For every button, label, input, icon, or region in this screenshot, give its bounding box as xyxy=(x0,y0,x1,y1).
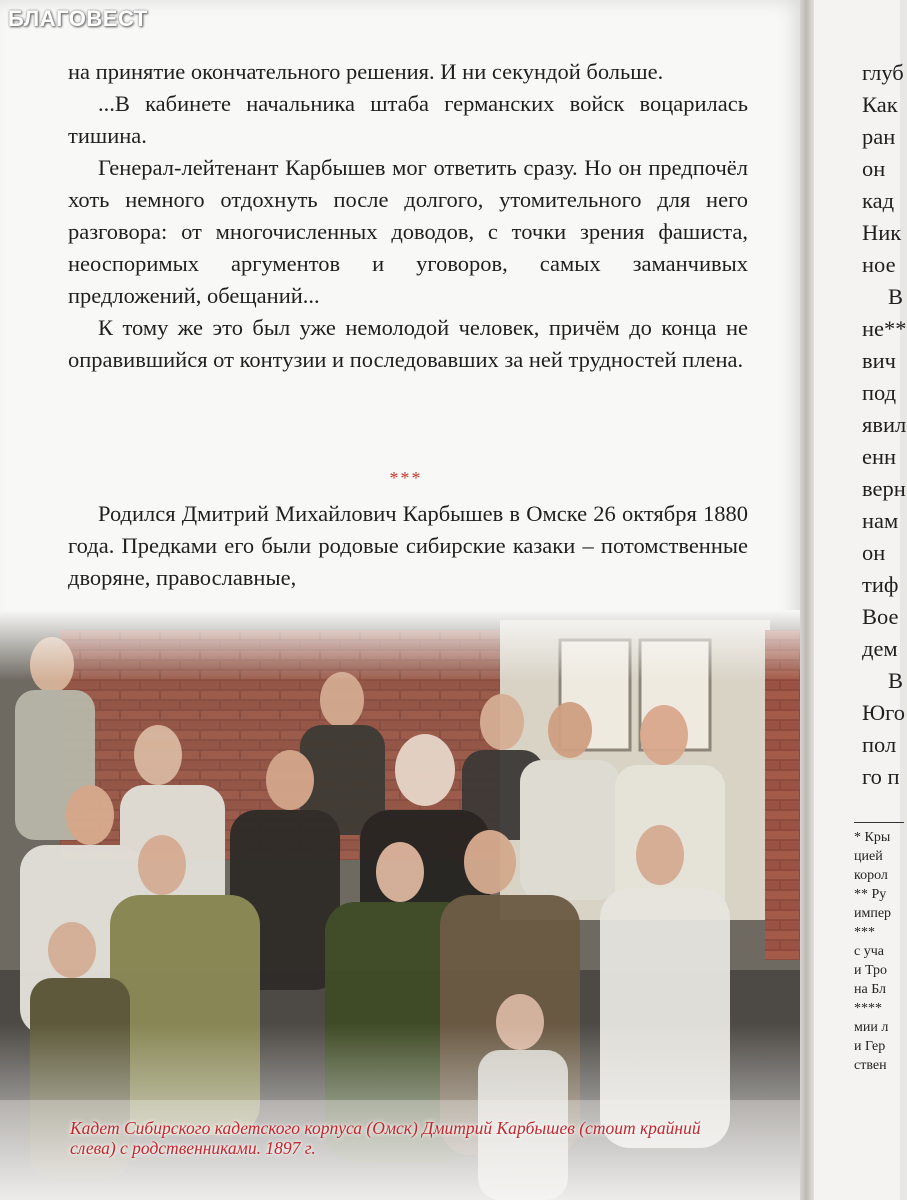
right-page-line: глуб xyxy=(862,60,904,85)
text-block-bottom xyxy=(68,498,748,594)
right-page-line: вич xyxy=(862,348,896,373)
right-page-line: ное xyxy=(862,252,896,277)
right-page-footnote: импер xyxy=(854,906,892,921)
right-page-footnote: мии л xyxy=(854,1020,889,1035)
right-page-line: го п xyxy=(862,764,900,789)
right-page-footnote: * Кры xyxy=(854,830,891,845)
section-separator: *** xyxy=(389,468,423,488)
paragraph-2: ...В кабинете начальника штаба германских войск воцарилась тишина. xyxy=(68,91,748,148)
right-page-line: енн xyxy=(862,444,897,469)
right-page-footnote: ** Ру xyxy=(854,887,887,902)
right-page-line: дем xyxy=(862,636,898,661)
family-photo xyxy=(0,610,804,1200)
right-page-line: тиф xyxy=(862,572,899,597)
book-gutter xyxy=(800,0,814,1200)
right-page-line: явил xyxy=(862,412,907,437)
text-block-top xyxy=(68,56,748,376)
right-page-line: под xyxy=(862,380,897,405)
right-page-line: он xyxy=(862,540,886,565)
right-page-footnote: и Тро xyxy=(854,963,888,978)
paragraph-5: Родился Дмитрий Михайлович Карбышев в Омске 26 октября 1880 года. Предками его были родовые сибирские казаки – потомственные дворяне, православные, xyxy=(68,501,748,590)
right-page-line: он xyxy=(862,156,886,181)
paragraph-4: К тому же это был уже немолодой человек, причём до конца не оправившийся от контузии и последовавших за ней трудностей плена. xyxy=(68,315,748,372)
right-page-footnote: корол xyxy=(854,868,888,883)
right-page-line: В xyxy=(888,284,904,309)
right-page-footnote: на Бл xyxy=(854,982,887,997)
footnote-divider xyxy=(854,822,904,823)
watermark-logo: БЛАГОВЕСТ xyxy=(8,6,148,31)
right-page-footnote: ствен xyxy=(854,1058,887,1073)
right-page-line: Как xyxy=(862,92,898,117)
right-page-line: Юго xyxy=(862,700,906,725)
family-photo-image xyxy=(0,610,804,1200)
right-page-footnote: с уча xyxy=(854,944,884,959)
right-page-footnote: и Гер xyxy=(854,1039,886,1054)
right-page-line: Ник xyxy=(862,220,902,245)
right-page-footnote: **** xyxy=(854,1001,882,1016)
paragraph-1: на принятие окончательного решения. И ни секундой больше. xyxy=(68,59,664,84)
right-page-line: В xyxy=(888,668,904,693)
paragraph-3: Генерал-лейтенант Карбышев мог ответить сразу. Но он предпочёл хоть немного отдохнуть после долгого, утомительного для него разговора: от многочисленных доводов, с точки зрения фашиста, неоспоримых аргументов и уговоров, самых заманчивых предложений, обещаний... xyxy=(68,155,748,308)
right-page-line: нам xyxy=(862,508,899,533)
right-page-line: Вое xyxy=(862,604,899,629)
right-page-footnote: цией xyxy=(854,849,883,864)
right-page-line: ран xyxy=(862,124,896,149)
photo-caption: Кадет Сибирского кадетского корпуса (Омск) Дмитрий Карбышев (стоит крайний слева) с родственниками. 1897 г. xyxy=(70,1118,701,1158)
right-page-line: кад xyxy=(862,188,895,213)
right-page xyxy=(814,0,907,1200)
right-page-footnote: *** xyxy=(854,925,875,940)
right-page-line: пол xyxy=(862,732,897,757)
right-page-line: верн xyxy=(862,476,906,501)
right-page-line: не** xyxy=(862,316,907,341)
